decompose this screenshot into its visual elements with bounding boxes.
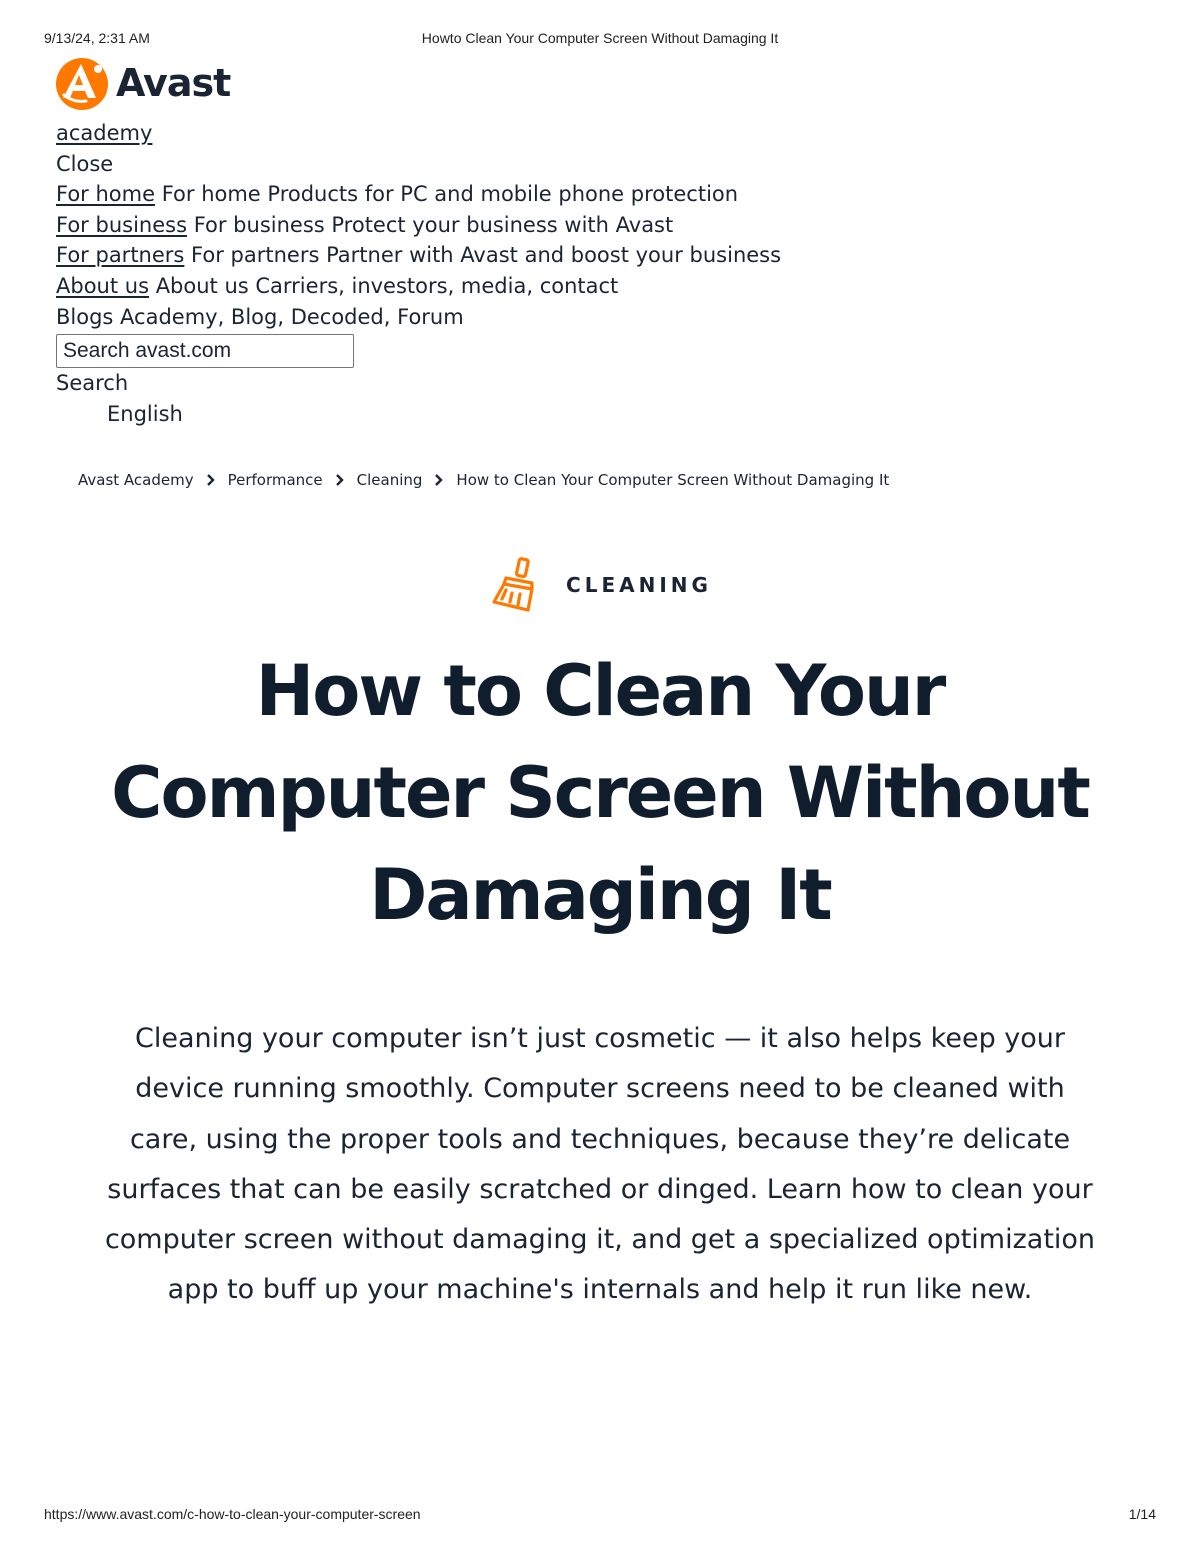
avast-logo[interactable] (54, 55, 230, 111)
print-date: 9/13/24, 2:31 AM (44, 30, 150, 46)
article-intro: Cleaning your computer isn’t just cosmetic — it also helps keep your device running smoothly. Computer screens need to be cleaned with care, using the proper tools and techniques, because they’re delicate surfaces that can be easily scratched or dinged. Learn how to clean your computer screen without damaging it, and get a specialized optimization app to buff up your machine's internals and help it run like new. (104, 1023, 1096, 1306)
nav-item-text: For home Products for PC and mobile phone protection (155, 182, 739, 207)
breadcrumb-item-performance[interactable]: Performance (227, 471, 323, 489)
nav-item-about-us (56, 271, 781, 302)
nav-item-for-home (56, 179, 781, 210)
article-title: How to Clean Your Computer Screen Without Damaging It (111, 650, 1089, 936)
chevron-right-icon (206, 473, 216, 487)
language-selector[interactable]: English (107, 401, 183, 426)
nav-link-for-home[interactable]: For home (56, 182, 156, 207)
article-category (0, 556, 1200, 614)
nav-link-about-us[interactable]: About us (56, 273, 150, 298)
nav-item-for-partners (56, 240, 781, 271)
print-page-number: 1/14 (1128, 1506, 1156, 1522)
nav-item-text: For partners Partner with Avast and boost your business (184, 243, 782, 268)
print-header (44, 30, 1156, 50)
broom-icon (488, 556, 544, 614)
nav-item-text: For business Protect your business with Avast (187, 212, 674, 237)
chevron-right-icon (434, 473, 444, 487)
print-page-title: Howto Clean Your Computer Screen Without Damaging It (421, 30, 779, 46)
academy-link[interactable]: academy (56, 121, 153, 145)
breadcrumb-item-cleaning[interactable]: Cleaning (356, 471, 423, 489)
print-url: https://www.avast.com/c-how-to-clean-your-computer-screen (44, 1506, 421, 1522)
breadcrumb (78, 471, 889, 489)
close-button[interactable]: Close (56, 151, 114, 176)
breadcrumb-item-avast-academy[interactable]: Avast Academy (78, 471, 194, 489)
avast-logo-icon (54, 55, 110, 111)
search-button[interactable]: Search (56, 371, 129, 396)
nav-item-text: About us Carriers, investors, media, contact (149, 273, 619, 298)
nav-item-blogs[interactable]: Blogs Academy, Blog, Decoded, Forum (56, 304, 464, 329)
chevron-right-icon (335, 473, 345, 487)
nav-link-for-partners[interactable]: For partners (56, 243, 185, 268)
logo-wordmark: Avast (116, 61, 231, 105)
search-input[interactable] (56, 334, 354, 368)
site-navigation (56, 118, 781, 429)
nav-link-for-business[interactable]: For business (56, 212, 188, 237)
nav-item-for-business (56, 210, 781, 241)
category-label[interactable]: CLEANING (566, 573, 712, 597)
print-footer (44, 1506, 1156, 1526)
breadcrumb-current: How to Clean Your Computer Screen Without Damaging It (456, 471, 890, 489)
